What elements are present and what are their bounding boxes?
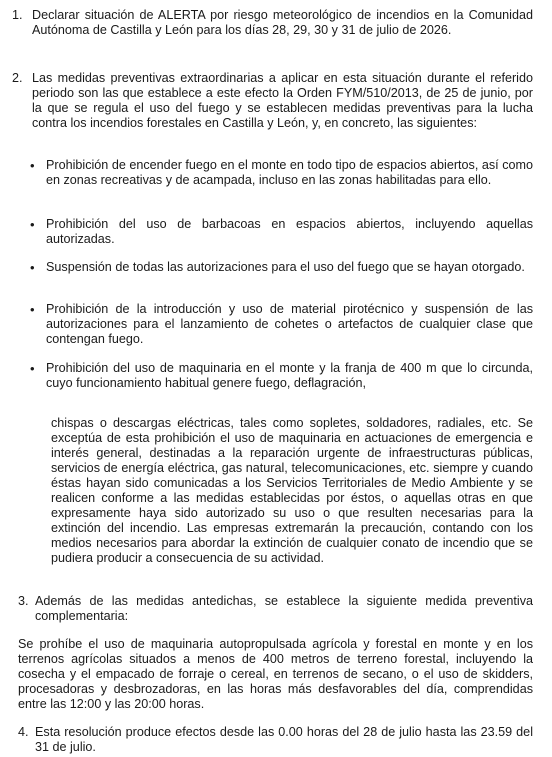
item-1-text: Declarar situación de ALERTA por riesgo meteorológico de incendios en la Comunidad Autónoma de Castilla y León para los días 28, 29, 30 y 31 de julio de 2026. — [32, 8, 533, 37]
item-1-number: 1. — [12, 8, 23, 22]
item-3-text: Además de las medidas antedichas, se establece la siguiente medida preventiva complementaria: — [35, 594, 533, 623]
item-3-number: 3. — [18, 594, 29, 608]
bullet-4-text: Prohibición de la introducción y uso de material pirotécnico y suspensión de las autorizaciones para el lanzamiento de cohetes o artefactos de cualquier clase que contengan fuego. — [46, 302, 533, 346]
bullet-5-continuation: chispas o descargas eléctricas, tales como sopletes, soldadores, radiales, etc. Se exceptúa de esta prohibición el uso de maquinaria en actuaciones de emergencia e interés general, destinadas a la reparación urgente de infraestructuras públicas, servicios de energía eléctrica, gas natural, telecomunicaciones, etc. siempre y cuando éstas hayan sido comunicadas a los Servicios Territoriales de Medio Ambiente y se realicen conforme a las medidas establecidas por éstos, o aquellas otras en que expresamente haya sido autorizado su uso o que resulten necesarias para la extinción del incendio. Las empresas extremarán la precaución, contando con los medios necesarios para abordar la extinción de cualquier conato de incendio que se pudiera producir a consecuencia de su actividad. — [51, 416, 533, 565]
item-2-text: Las medidas preventivas extraordinarias a aplicar en esta situación durante el referido periodo son las que establece a este efecto la Orden FYM/510/2013, de 25 de junio, por la que se regula el uso del fuego y se establecen medidas preventivas para la lucha contra los incendios forestales en Castilla y León, y, en concreto, las siguientes: — [32, 71, 533, 130]
item-4-text: Esta resolución produce efectos desde las 0.00 horas del 28 de julio hasta las 23.59 del 31 de julio. — [35, 725, 533, 754]
bullet-icon: • — [30, 217, 35, 232]
bullet-3-text: Suspensión de todas las autorizaciones para el uso del fuego que se hayan otorgado. — [46, 260, 525, 274]
bullet-icon: • — [30, 361, 35, 376]
bullet-1-text: Prohibición de encender fuego en el monte en todo tipo de espacios abiertos, así como en zonas recreativas y de acampada, incluso en las zonas habilitadas para ello. — [46, 158, 533, 187]
bullet-icon: • — [30, 158, 35, 173]
bullet-5-text: Prohibición del uso de maquinaria en el monte y la franja de 400 m que lo circunda, cuyo funcionamiento habitual genere fuego, deflagración, — [46, 361, 533, 390]
item-2-number: 2. — [12, 71, 23, 85]
complementary-measure: Se prohíbe el uso de maquinaria autopropulsada agrícola y forestal en monte y en los terrenos agrícolas situados a menos de 400 metros de terreno forestal, incluyendo la cosecha y el empacado de forraje o cereal, en terrenos de secano, o el uso de skidders, procesadoras y desbrozadoras, en las horas más desfavorables del día, comprendidas entre las 12:00 y las 20:00 horas. — [18, 637, 533, 711]
bullet-icon: • — [30, 302, 35, 317]
bullet-icon: • — [30, 260, 35, 275]
item-4-number: 4. — [18, 725, 29, 739]
bullet-2-text: Prohibición del uso de barbacoas en espacios abiertos, incluyendo aquellas autorizadas. — [46, 217, 533, 246]
